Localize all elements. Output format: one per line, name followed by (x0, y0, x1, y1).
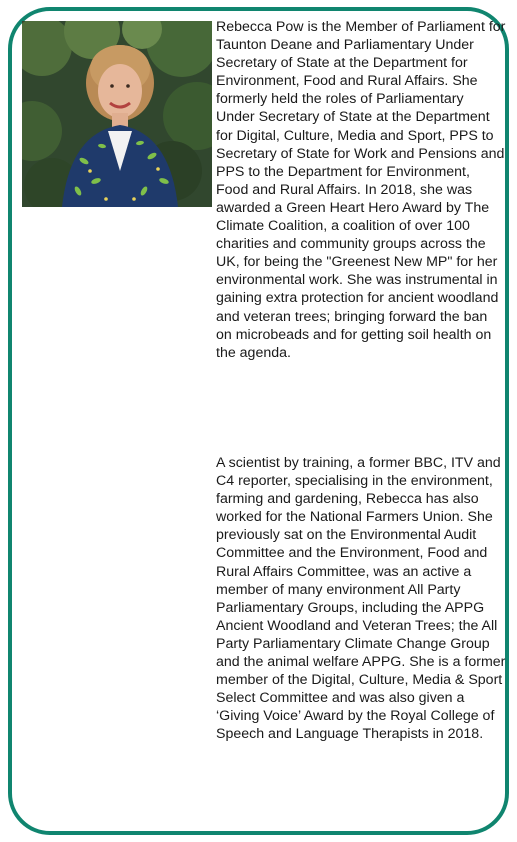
bio-text (216, 18, 506, 362)
bio-paragraph-2: A scientist by training, a former BBC, ITV and C4 reporter, specialising in the environment, farming and gardening, Rebecca has also worked for the National Farmers Union. She previously sat on the Environmental Audit Committee and the Environment, Food and Rural Affairs Committee, was an active a member of many environment All Party Parliamentary Groups, including the APPG Ancient Woodland and Veteran Trees; the All Party Parliamentary Climate Change Group and the animal welfare APPG. She is a former member of the Digital, Culture, Media & Sport Select Committee and was also given a ‘Giving Voice’ Award by the Royal College of Speech and Language Therapists in 2018. (216, 455, 506, 743)
profile-photo (22, 21, 212, 207)
bio-paragraph-1: Rebecca Pow is the Member of Parliament for Taunton Deane and Parliamentary Under Secretary of State at the Department for Environment, Food and Rural Affairs. She formerly held the roles of Parliamentary Under Secretary of State at the Department for Digital, Culture, Media and Sport, PPS to Secretary of State for Work and Pensions and PPS to the Department for Environment, Food and Rural Affairs. In 2018, she was awarded a Green Heart Hero Award by The Climate Coalition, a coalition of over 100 charities and community groups across the UK, for being the "Greenest New MP" for her environmental work. She was instrumental in gaining extra protection for ancient woodland and veteran trees; bringing forward the ban on microbeads and for getting soil health on the agenda. (216, 19, 506, 361)
